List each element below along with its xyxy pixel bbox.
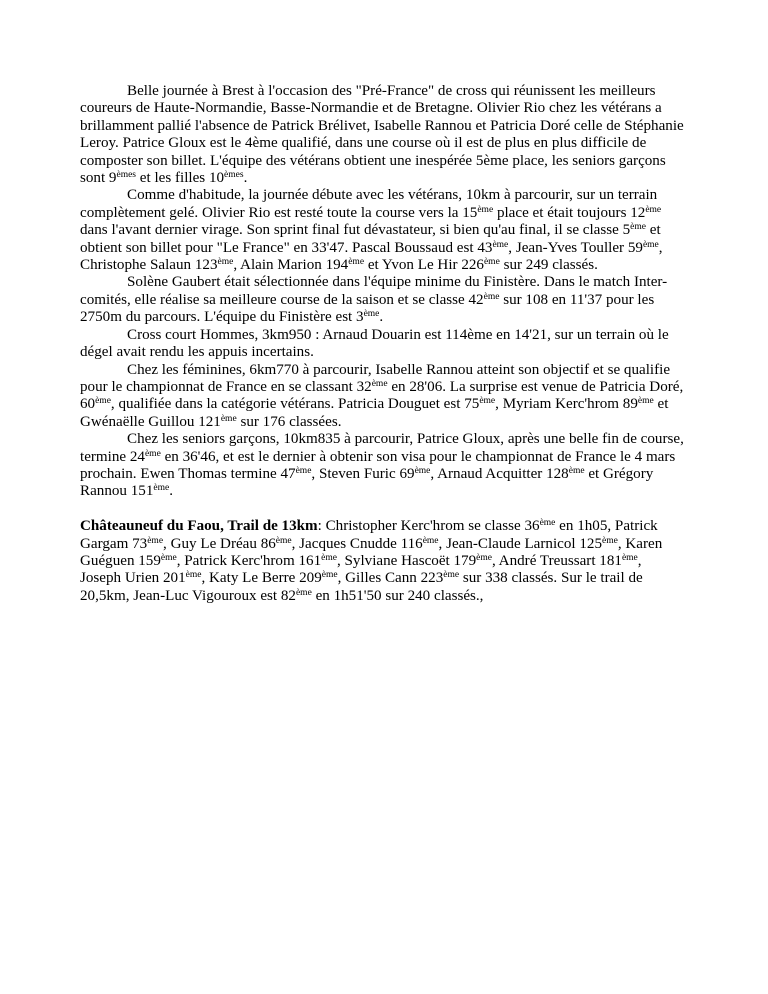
text-run: , Steven Furic 69 bbox=[311, 465, 415, 482]
ordinal-suffix: ème bbox=[321, 552, 337, 563]
ordinal-suffix: ème bbox=[483, 291, 500, 302]
text-run: en 28'06. La surprise est venue de Patricia Doré, 60 bbox=[80, 378, 684, 413]
ordinal-suffix: ème bbox=[539, 518, 556, 529]
ordinal-suffix: ème bbox=[144, 448, 161, 459]
ordinal-suffix: ème bbox=[321, 570, 338, 581]
text-run: , Jean-Claude Larnicol 125 bbox=[438, 535, 602, 552]
ordinal-suffix: ème bbox=[422, 535, 439, 546]
ordinal-suffix: ème bbox=[483, 257, 500, 268]
text-run: dans l'avant dernier virage. Son sprint final fut dévastateur, si bien qu'au final, il se classe 5 bbox=[80, 222, 631, 239]
ordinal-suffix: ème bbox=[185, 570, 202, 581]
paragraph-cross-court bbox=[80, 327, 684, 362]
text-run: sur 249 classés. bbox=[499, 257, 598, 274]
text-run: . bbox=[169, 483, 173, 500]
text-run: , Arnaud Acquitter 128 bbox=[430, 465, 569, 482]
text-run: , Christophe Salaun 123 bbox=[80, 239, 663, 274]
ordinal-suffix: ème bbox=[295, 587, 312, 598]
ordinal-suffix: ème bbox=[95, 396, 111, 407]
document-body bbox=[80, 83, 684, 605]
ordinal-suffix: ème bbox=[371, 378, 388, 389]
text-run: , Guy Le Dréau 86 bbox=[163, 535, 276, 552]
ordinal-suffix: ème bbox=[637, 396, 654, 407]
ordinal-suffix: ème bbox=[217, 257, 234, 268]
ordinal-suffix: ème bbox=[645, 204, 662, 215]
ordinal-suffix: ème bbox=[363, 309, 380, 320]
text-run: Cross court Hommes, 3km950 : Arnaud Douarin est 114ème en 14'21, sur un terrain où le dégel avait rendu les appuis incertains. bbox=[80, 326, 669, 361]
ordinal-suffix: ème bbox=[602, 535, 618, 546]
text-run: , qualifiée dans la catégorie vétérans. Patricia Douguet est 75 bbox=[110, 396, 480, 413]
text-run: , Jacques Cnudde 116 bbox=[291, 535, 423, 552]
text-run: , Karen Guéguen 159 bbox=[80, 535, 663, 569]
text-run: , Joseph Urien 201 bbox=[80, 552, 642, 587]
ordinal-suffix: ème bbox=[147, 535, 164, 546]
ordinal-suffix: ème bbox=[295, 465, 312, 476]
paragraph-feminines bbox=[80, 362, 684, 432]
text-run: , Sylviane Hascoët 179 bbox=[336, 552, 477, 569]
text-run: et obtient son billet pour "Le France" en 33'47. Pascal Boussaud est 43 bbox=[80, 222, 661, 256]
text-run: , Patrick Kerc'hrom 161 bbox=[176, 552, 322, 569]
text-run: . bbox=[379, 309, 384, 326]
ordinal-suffix: ème bbox=[476, 552, 492, 563]
text-run: sur 108 en 11'37 pour les 2750m du parcours. L'équipe du Finistère est 3 bbox=[80, 291, 655, 326]
text-run: et Grégory Rannou 151 bbox=[80, 465, 654, 500]
paragraph-chateauneuf bbox=[80, 518, 684, 605]
ordinal-suffix: ème bbox=[275, 535, 292, 546]
text-run: place et était toujours 12 bbox=[493, 204, 646, 221]
paragraph-intro bbox=[80, 83, 684, 187]
ordinal-suffix: ème bbox=[479, 396, 496, 407]
ordinal-suffix: ème bbox=[492, 239, 509, 250]
text-run: sur 338 classés. Sur le trail de 20,5km, Jean-Luc Vigouroux est 82 bbox=[80, 570, 643, 604]
text-run: , Jean-Yves Touller 59 bbox=[508, 239, 643, 256]
ordinal-suffix: ème bbox=[443, 570, 460, 581]
text-run: , André Treussart 181 bbox=[491, 552, 622, 569]
ordinal-suffix: ème bbox=[414, 465, 431, 476]
text-run: , Alain Marion 194 bbox=[233, 257, 349, 274]
text-run: , Katy Le Berre 209 bbox=[201, 570, 322, 587]
text-run: et les filles 10 bbox=[136, 170, 225, 187]
ordinal-suffix: ème bbox=[568, 465, 585, 476]
ordinal-suffix: ème bbox=[477, 204, 494, 215]
text-run: , Myriam Kerc'hrom 89 bbox=[495, 396, 638, 413]
ordinal-suffix: èmes bbox=[224, 170, 244, 181]
text-run: Chez les féminines, 6km770 à parcourir, Isabelle Rannou atteint son objectif et se qualifie pour le championnat de France en se classant 32 bbox=[80, 361, 671, 395]
ordinal-suffix: ème bbox=[642, 239, 659, 250]
paragraph-minime bbox=[80, 274, 684, 326]
ordinal-suffix: ème bbox=[348, 257, 365, 268]
text-run: en 36'46, et est le dernier à obtenir son visa pour le championnat de France le 4 mars prochain. Ewen Thomas termine 47 bbox=[80, 448, 676, 482]
bold-heading: Châteauneuf du Faou, Trail de 13km bbox=[80, 518, 318, 535]
text-run: en 1h05, Patrick Gargam 73 bbox=[80, 518, 658, 552]
text-run: et Yvon Le Hir 226 bbox=[364, 257, 484, 274]
text-run: sur 176 classées. bbox=[236, 413, 342, 430]
text-run: et Gwénaëlle Guillou 121 bbox=[80, 396, 669, 430]
text-run: Belle journée à Brest à l'occasion des "Pré-France" de cross qui réunissent les meilleurs coureurs de Haute-Normandie, Basse-Normandie et de Bretagne. Olivier Rio chez les vétérans a brillamment pallié l'absence de Patrick Brélivet, Isabelle Rannou et Patricia Doré celle de Stéphanie Leroy. Patrice Gloux est le 4ème qualifié, dans une course où il est de plus en plus difficile de composter son billet. L'équipe des vétérans obtient une inespérée 5ème place, les seniors garçons sont 9 bbox=[80, 83, 684, 187]
ordinal-suffix: ème bbox=[220, 413, 237, 424]
ordinal-suffix: èmes bbox=[116, 170, 137, 181]
ordinal-suffix: ème bbox=[630, 222, 646, 233]
ordinal-suffix: ème bbox=[621, 552, 638, 563]
paragraph-seniors bbox=[80, 431, 684, 501]
text-run: , Gilles Cann 223 bbox=[337, 570, 444, 587]
paragraph-veterans bbox=[80, 187, 684, 274]
text-run: : Christopher Kerc'hrom se classe 36 bbox=[317, 518, 540, 535]
text-run: Comme d'habitude, la journée débute avec les vétérans, 10km à parcourir, sur un terrain complètement gelé. Olivier Rio est resté toute la course vers la 15 bbox=[80, 187, 658, 221]
text-run: en 1h51'50 sur 240 classés., bbox=[311, 587, 484, 604]
text-run: Solène Gaubert était sélectionnée dans l'équipe minime du Finistère. Dans le match Inter-comités, elle réalise sa meilleure course de la saison et se classe 42 bbox=[80, 274, 668, 308]
text-run: . bbox=[243, 170, 248, 187]
ordinal-suffix: ème bbox=[153, 483, 170, 494]
text-run: Chez les seniors garçons, 10km835 à parcourir, Patrice Gloux, après une belle fin de course, termine 24 bbox=[80, 431, 684, 465]
ordinal-suffix: ème bbox=[160, 552, 177, 563]
